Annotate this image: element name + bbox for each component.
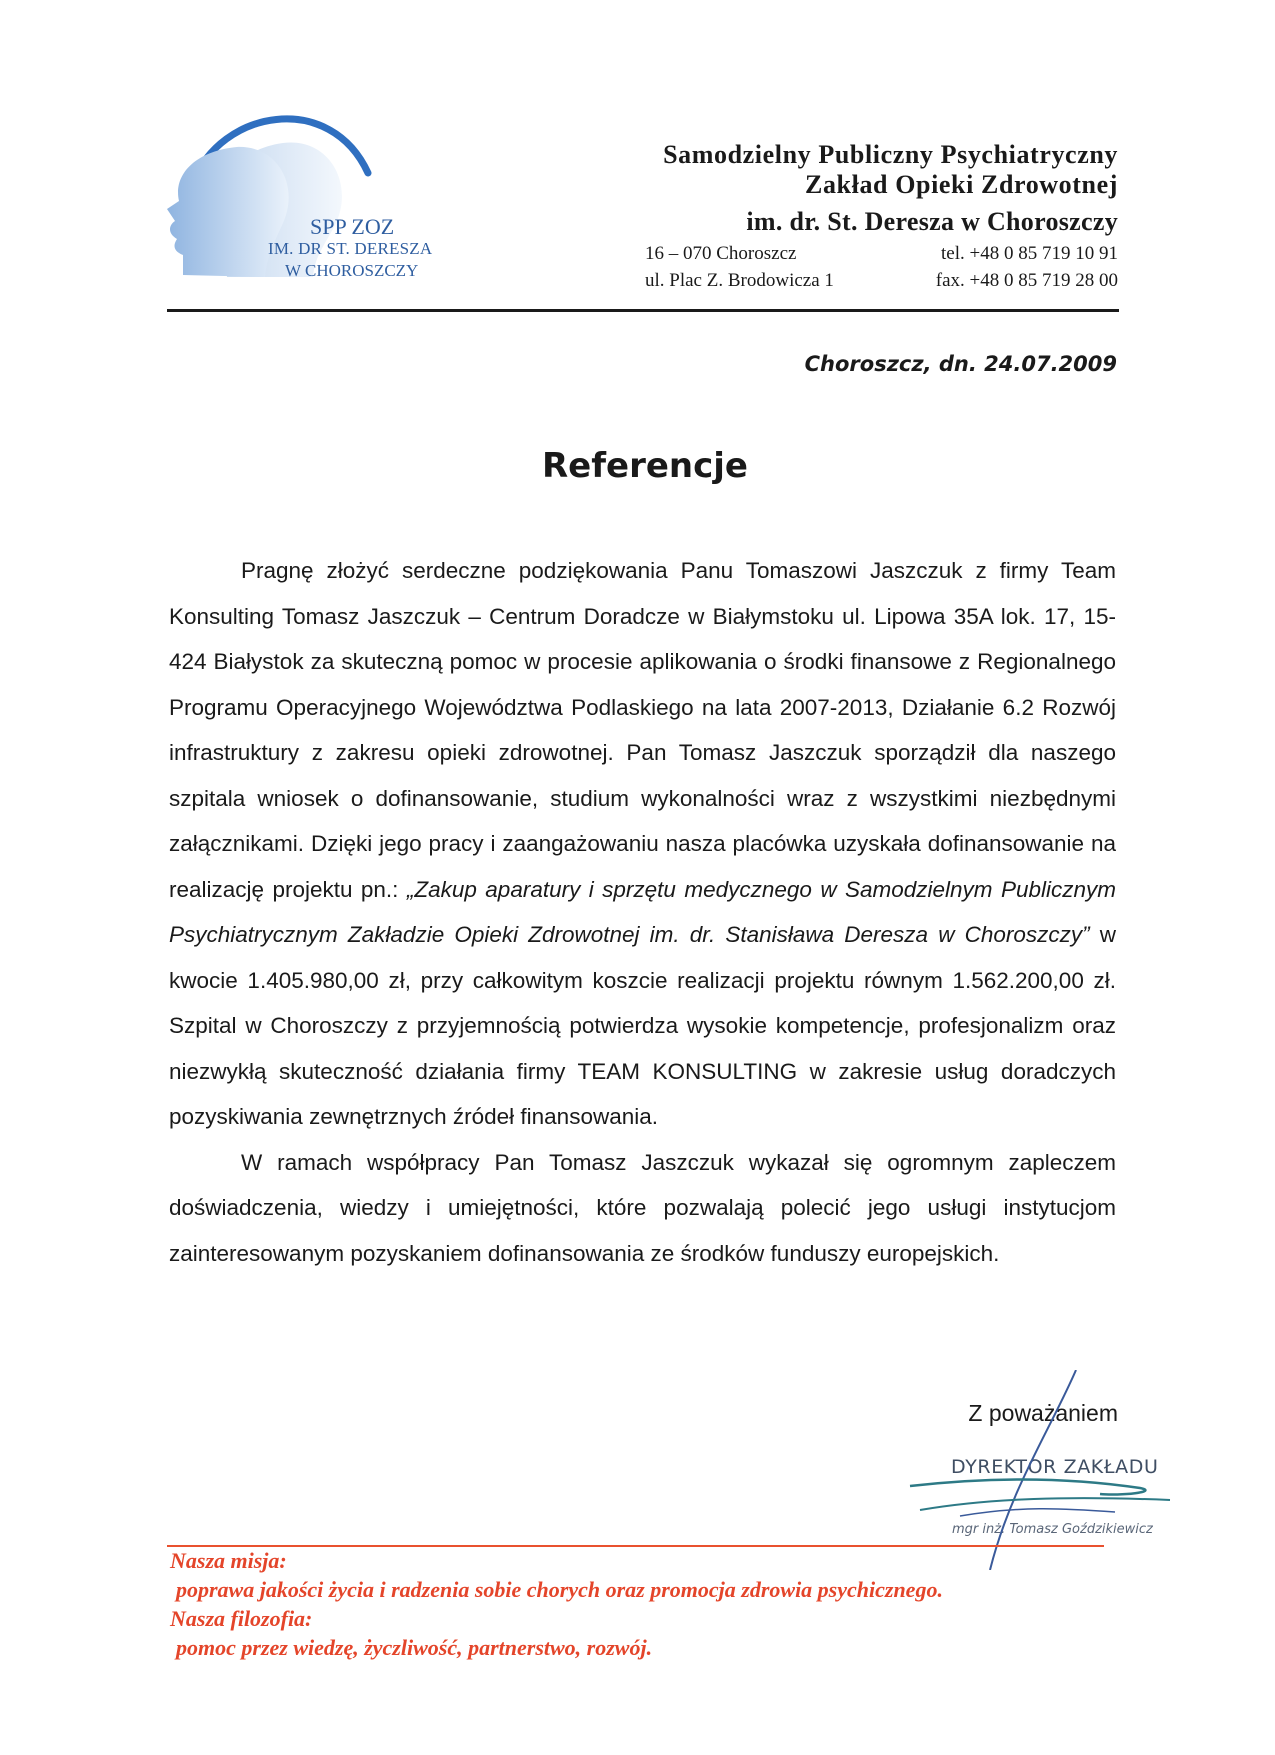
address-street: ul. Plac Z. Brodowicza 1 [645, 270, 834, 291]
letter-date: Choroszcz, dn. 24.07.2009 [804, 352, 1117, 376]
phone-number: tel. +48 0 85 719 10 91 [941, 243, 1118, 264]
address-postal-code: 16 – 070 Choroszcz [645, 243, 797, 264]
handwritten-signature-icon [900, 1370, 1220, 1570]
paragraph-1 [169, 548, 1116, 1140]
paragraph-2: W ramach współpracy Pan Tomasz Jaszczuk wykazał się ogromnym zapleczem doświadczenia, wiedzy i umiejętności, które pozwalają polecić jego usługi instytucjom zainteresowanym pozyskaniem dofinansowania ze środków funduszy europejskich. [169, 1149, 1116, 1266]
organization-name-line-1: Samodzielny Publiczny Psychiatryczny [663, 140, 1118, 169]
paragraph-1-intro: Pragnę złożyć serdeczne podziękowania Panu Tomaszowi Jaszczuk z firmy Team Konsulting Tomasz Jaszczuk – Centrum Doradcze w Białymstoku ul. Lipowa 35A lok. 17, 15-424 Białystok za skuteczną pomoc w procesie aplikowania o środki finansowe z Regionalnego Programu Operacyjnego Województwa Podlaskiego na lata 2007-2013, Działanie 6.2 Rozwój infrastruktury z zakresu opieki zdrowotnej. Pan Tomasz Jaszczuk sporządził dla naszego szpitala wniosek o dofinansowanie, studium wykonalności wraz z wszystkimi niezbędnymi załącznikami. Dzięki jego pracy i zaangażowaniu nasza placówka uzyskała dofinansowanie na realizację projektu pn.: [169, 558, 1116, 902]
philosophy-label: Nasza filozofia: [170, 1606, 313, 1631]
organization-name-line-3: im. dr. St. Deresza w Choroszczy [746, 207, 1118, 236]
document-title: Referencje [542, 446, 748, 486]
logo-name-line: IM. DR ST. DERESZA [268, 239, 433, 258]
logo-location-line: W CHOROSZCZY [285, 261, 419, 280]
organization-name-line-2: Zakład Opieki Zdrowotnej [805, 170, 1118, 199]
letter-body [169, 548, 1116, 1276]
philosophy-text: pomoc przez wiedzę, życzliwość, partnerstwo, rozwój. [176, 1635, 653, 1660]
stamp-name: mgr inż. Tomasz Goździkiewicz [952, 1522, 1153, 1537]
footer-divider [167, 1545, 1104, 1547]
fax-number: fax. +48 0 85 719 28 00 [935, 270, 1118, 291]
paragraph-1-rest: w kwocie 1.405.980,00 zł, przy całkowitym koszcie realizacji projektu równym 1.562.200,00 zł. Szpital w Choroszczy z przyjemnością potwierdza wysokie kompetencje, profesjonalizm oraz niezwykłą skuteczność działania firmy TEAM KONSULTING w zakresie usług doradczych pozyskiwania zewnętrznych źródeł finansowania. [169, 922, 1116, 1129]
closing-salutation: Z poważaniem [968, 1400, 1118, 1426]
mission-label: Nasza misja: [170, 1548, 287, 1573]
mission-text: poprawa jakości życia i radzenia sobie chorych oraz promocja zdrowia psychicznego. [176, 1577, 943, 1602]
header-divider [167, 309, 1119, 312]
project-title: „Zakup aparatury i sprzętu medycznego w Samodzielnym Publicznym Psychiatrycznym Zakładzie Opieki Zdrowotnej im. dr. Stanisława Deresza w Choroszczy” [169, 876, 1116, 947]
stamp-title: DYREKTOR ZAKŁADU [951, 1456, 1159, 1478]
logo-abbreviation: SPP ZOZ [310, 214, 395, 239]
